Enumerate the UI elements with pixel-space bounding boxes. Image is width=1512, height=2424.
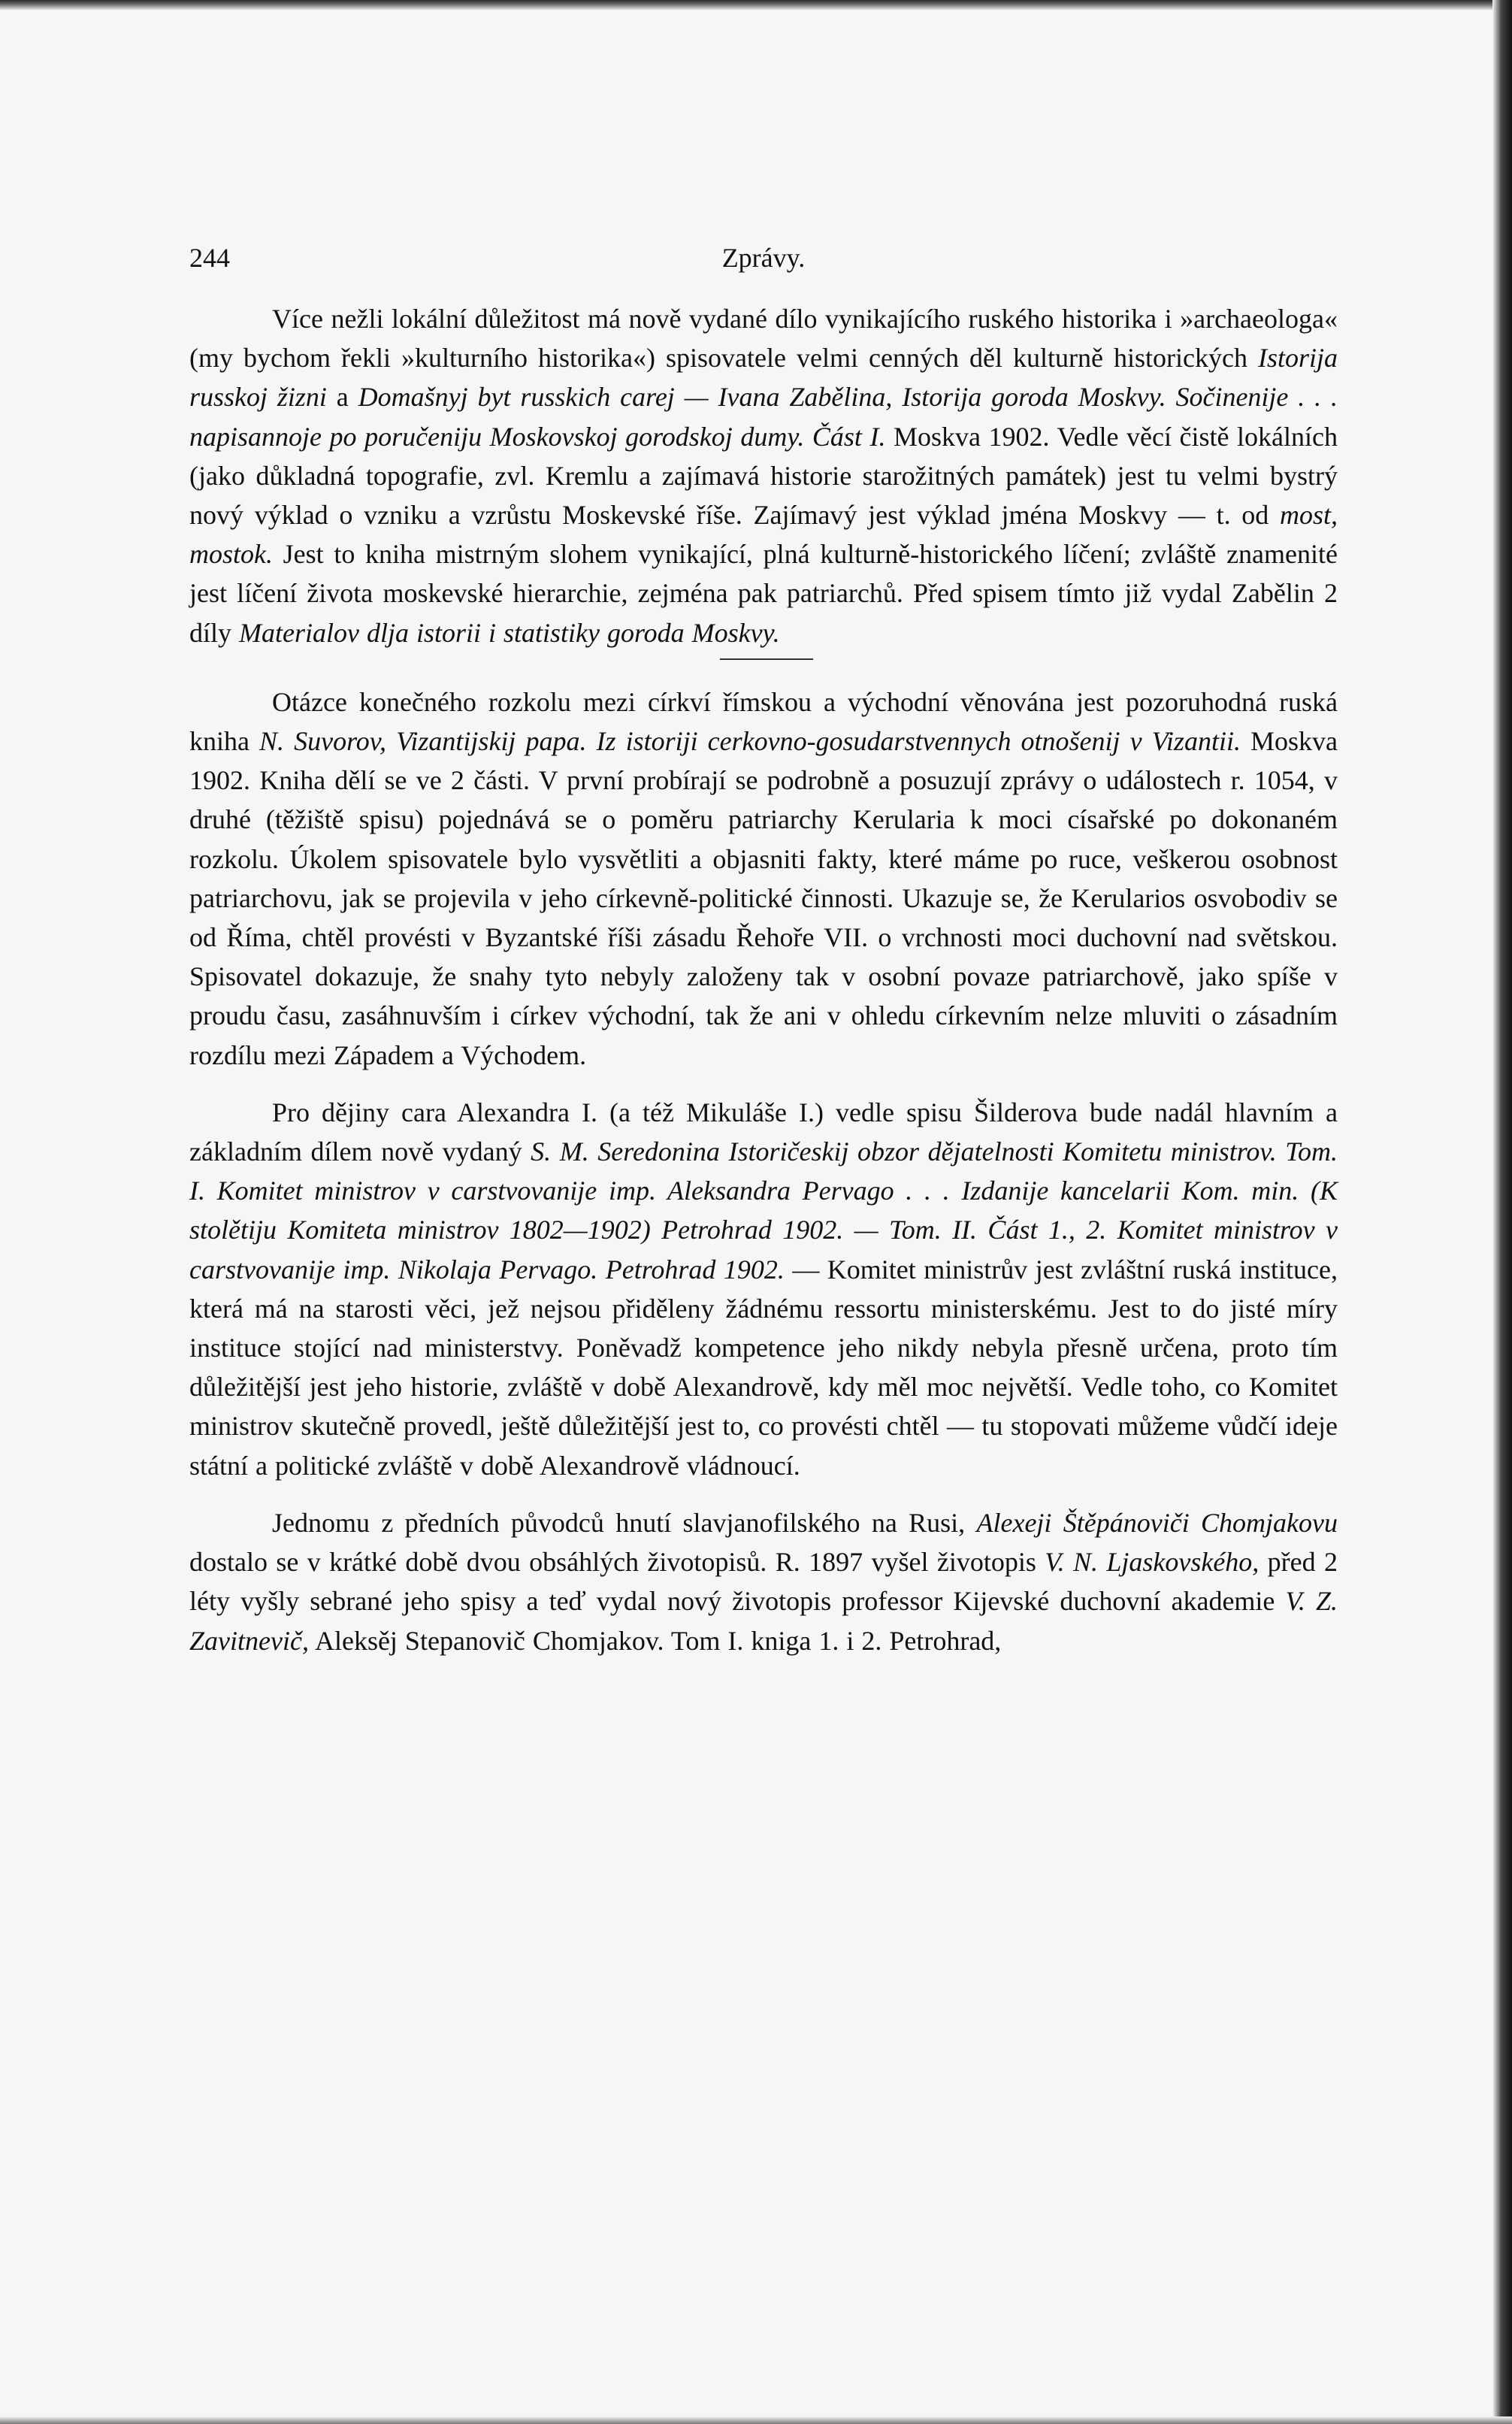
text-run: Aleksěj Stepanovič Chomjakov. Tom I. kniga 1. i 2. Petrohrad, (308, 1625, 1002, 1656)
text-run: dostalo se v krátké době dvou obsáhlých životopisů. R. 1897 vyšel životopis (189, 1547, 1045, 1578)
running-title: Zprávy. (721, 243, 806, 273)
text-run: před 2 léty vyšly sebrané jeho spisy a teď vydal nový životopis professor Kijevské duchovní akademie (189, 1547, 1338, 1617)
scan-edge-bottom (0, 2416, 1512, 2424)
article-chomjakov (189, 1503, 1338, 1660)
text-run: Pro dějiny cara Alexandra I. (a též Mikuláše I.) vedle spisu Šilderova bude nadál hlavním a základním dílem nově vydaný (189, 1097, 1338, 1167)
italic-title-run: Istorija russkoj žizni (189, 343, 1338, 413)
running-head (189, 242, 1338, 281)
text-run: Otázce konečného rozkolu mezi církví římskou a východní věnována jest pozoruhodná ruská kniha (189, 686, 1338, 757)
article-suvorov (189, 682, 1338, 1075)
page (189, 242, 1338, 1660)
scan-edge-top (0, 0, 1512, 11)
scan-edge-right (1492, 0, 1512, 2424)
text-run: Moskva 1902. Kniha dělí se ve 2 části. V první probírají se podrobně a posuzují zprávy o událostech r. 1054, v druhé (těžiště spisu) pojednává se o poměru patriarchy Kerularia k moci císařské po dokonaném rozkolu. Úkolem spisovatele bylo vysvětliti a objasniti fakty, které máme po ruce, veškerou osobnost patriarchovu, jak se projevila v jeho církevně-politické činnosti. Ukazuje se, že Kerularios osvobodiv se od Říma, chtěl provésti v Byzantské říši zásadu Řehoře VII. o vrchnosti moci duchovní nad světskou. Spisovatel dokazuje, že snahy tyto nebyly založeny tak v osobní povaze patriarchově, jako spíše v proudu času, zasáhnuvším i církev východní, tak že ani v ohledu církevním nelze mluviti o zásadním rozdílu mezi Západem a Východem. (189, 726, 1338, 1070)
text-run: Jednomu z předních původců hnutí slavjanofilského na Rusi, (272, 1507, 977, 1538)
italic-title-run: S. M. Seredonina Istoričeskij obzor dějatelnosti Komitetu ministrov. Tom. I. Komitet ministrov v carstvovanije imp. Aleksandra Pervago . . . Izdanije kancelarii Kom. min. (K stolětiju Komiteta ministrov 1802—1902) Petrohrad 1902. — Tom. II. Část 1., 2. Komitet ministrov v carstvovanije imp. Nikolaja Pervago. Petrohrad 1902. (189, 1136, 1338, 1285)
italic-title-run: V. Z. Zavitnevič, (189, 1586, 1338, 1656)
italic-title-run: Alexeji Štěpánoviči Chomjakovu (976, 1507, 1338, 1538)
header-gap (189, 281, 1338, 299)
text-run: Více nežli lokální důležitost má nově vydané dílo vynikajícího ruského historika i »archaeologa« (my bychom řekli »kulturního historika«) spisovatele velmi cenných děl kulturně historických (189, 304, 1338, 374)
italic-title-run: most, mostok. (189, 500, 1338, 570)
italic-title-run: Domašnyj byt russkich carej — Ivana Zabělina, Istorija goroda Moskvy. Sočinenije . . . napisannoje po poručeniju Moskovskoj gorodskoj dumy. Část I. (189, 382, 1338, 452)
article-seredonin (189, 1093, 1338, 1485)
italic-title-run: Materialov dlja istorii i statistiky goroda Moskvy. (239, 617, 780, 648)
page-number: 244 (189, 243, 230, 273)
paragraph-gap (189, 1485, 1338, 1503)
section-separator (720, 658, 813, 660)
text-run: a (326, 382, 358, 413)
italic-title-run: V. N. Ljaskovského, (1045, 1547, 1259, 1578)
text-run: Moskva 1902. Vedle věcí čistě lokálních (jako důkladná topografie, zvl. Kremlu a zajímavá historie starožitných památek) jest tu velmi bystrý nový výklad o vzniku a vzrůstu Moskevské říše. Zajímavý jest výklad jména Moskvy — t. od (189, 421, 1338, 531)
article-zabelin (189, 299, 1338, 652)
text-run: Jest to kniha mistrným slohem vynikající, plná kulturně-historického líčení; zvláště znamenité jest líčení života moskevské hierarchie, zejména pak patriarchů. Před spisem tímto již vydal Zabělin 2 díly (189, 539, 1338, 648)
italic-title-run: N. Suvorov, Vizantijskij papa. Iz istoriji cerkovno-gosudarstvennych otnošenij v Vizantii. (259, 726, 1241, 757)
paragraph-gap (189, 1075, 1338, 1093)
text-run: — Komitet ministrův jest zvláštní ruská instituce, která má na starosti věci, jež nejsou přiděleny žádnému ressortu ministerskému. Jest to do jisté míry instituce stojící nad ministerstvy. Poněvadž kompetence jeho nikdy nebyla přesně určena, proto tím důležitější jest jeho historie, zvláště v době Alexandrově, kdy měl moc největší. Vedle toho, co Komitet ministrov skutečně provedl, ještě důležitější jest to, co provésti chtěl — tu stopovati můžeme vůdčí ideje státní a politické zvláště v době Alexandrově vládnoucí. (189, 1254, 1338, 1481)
